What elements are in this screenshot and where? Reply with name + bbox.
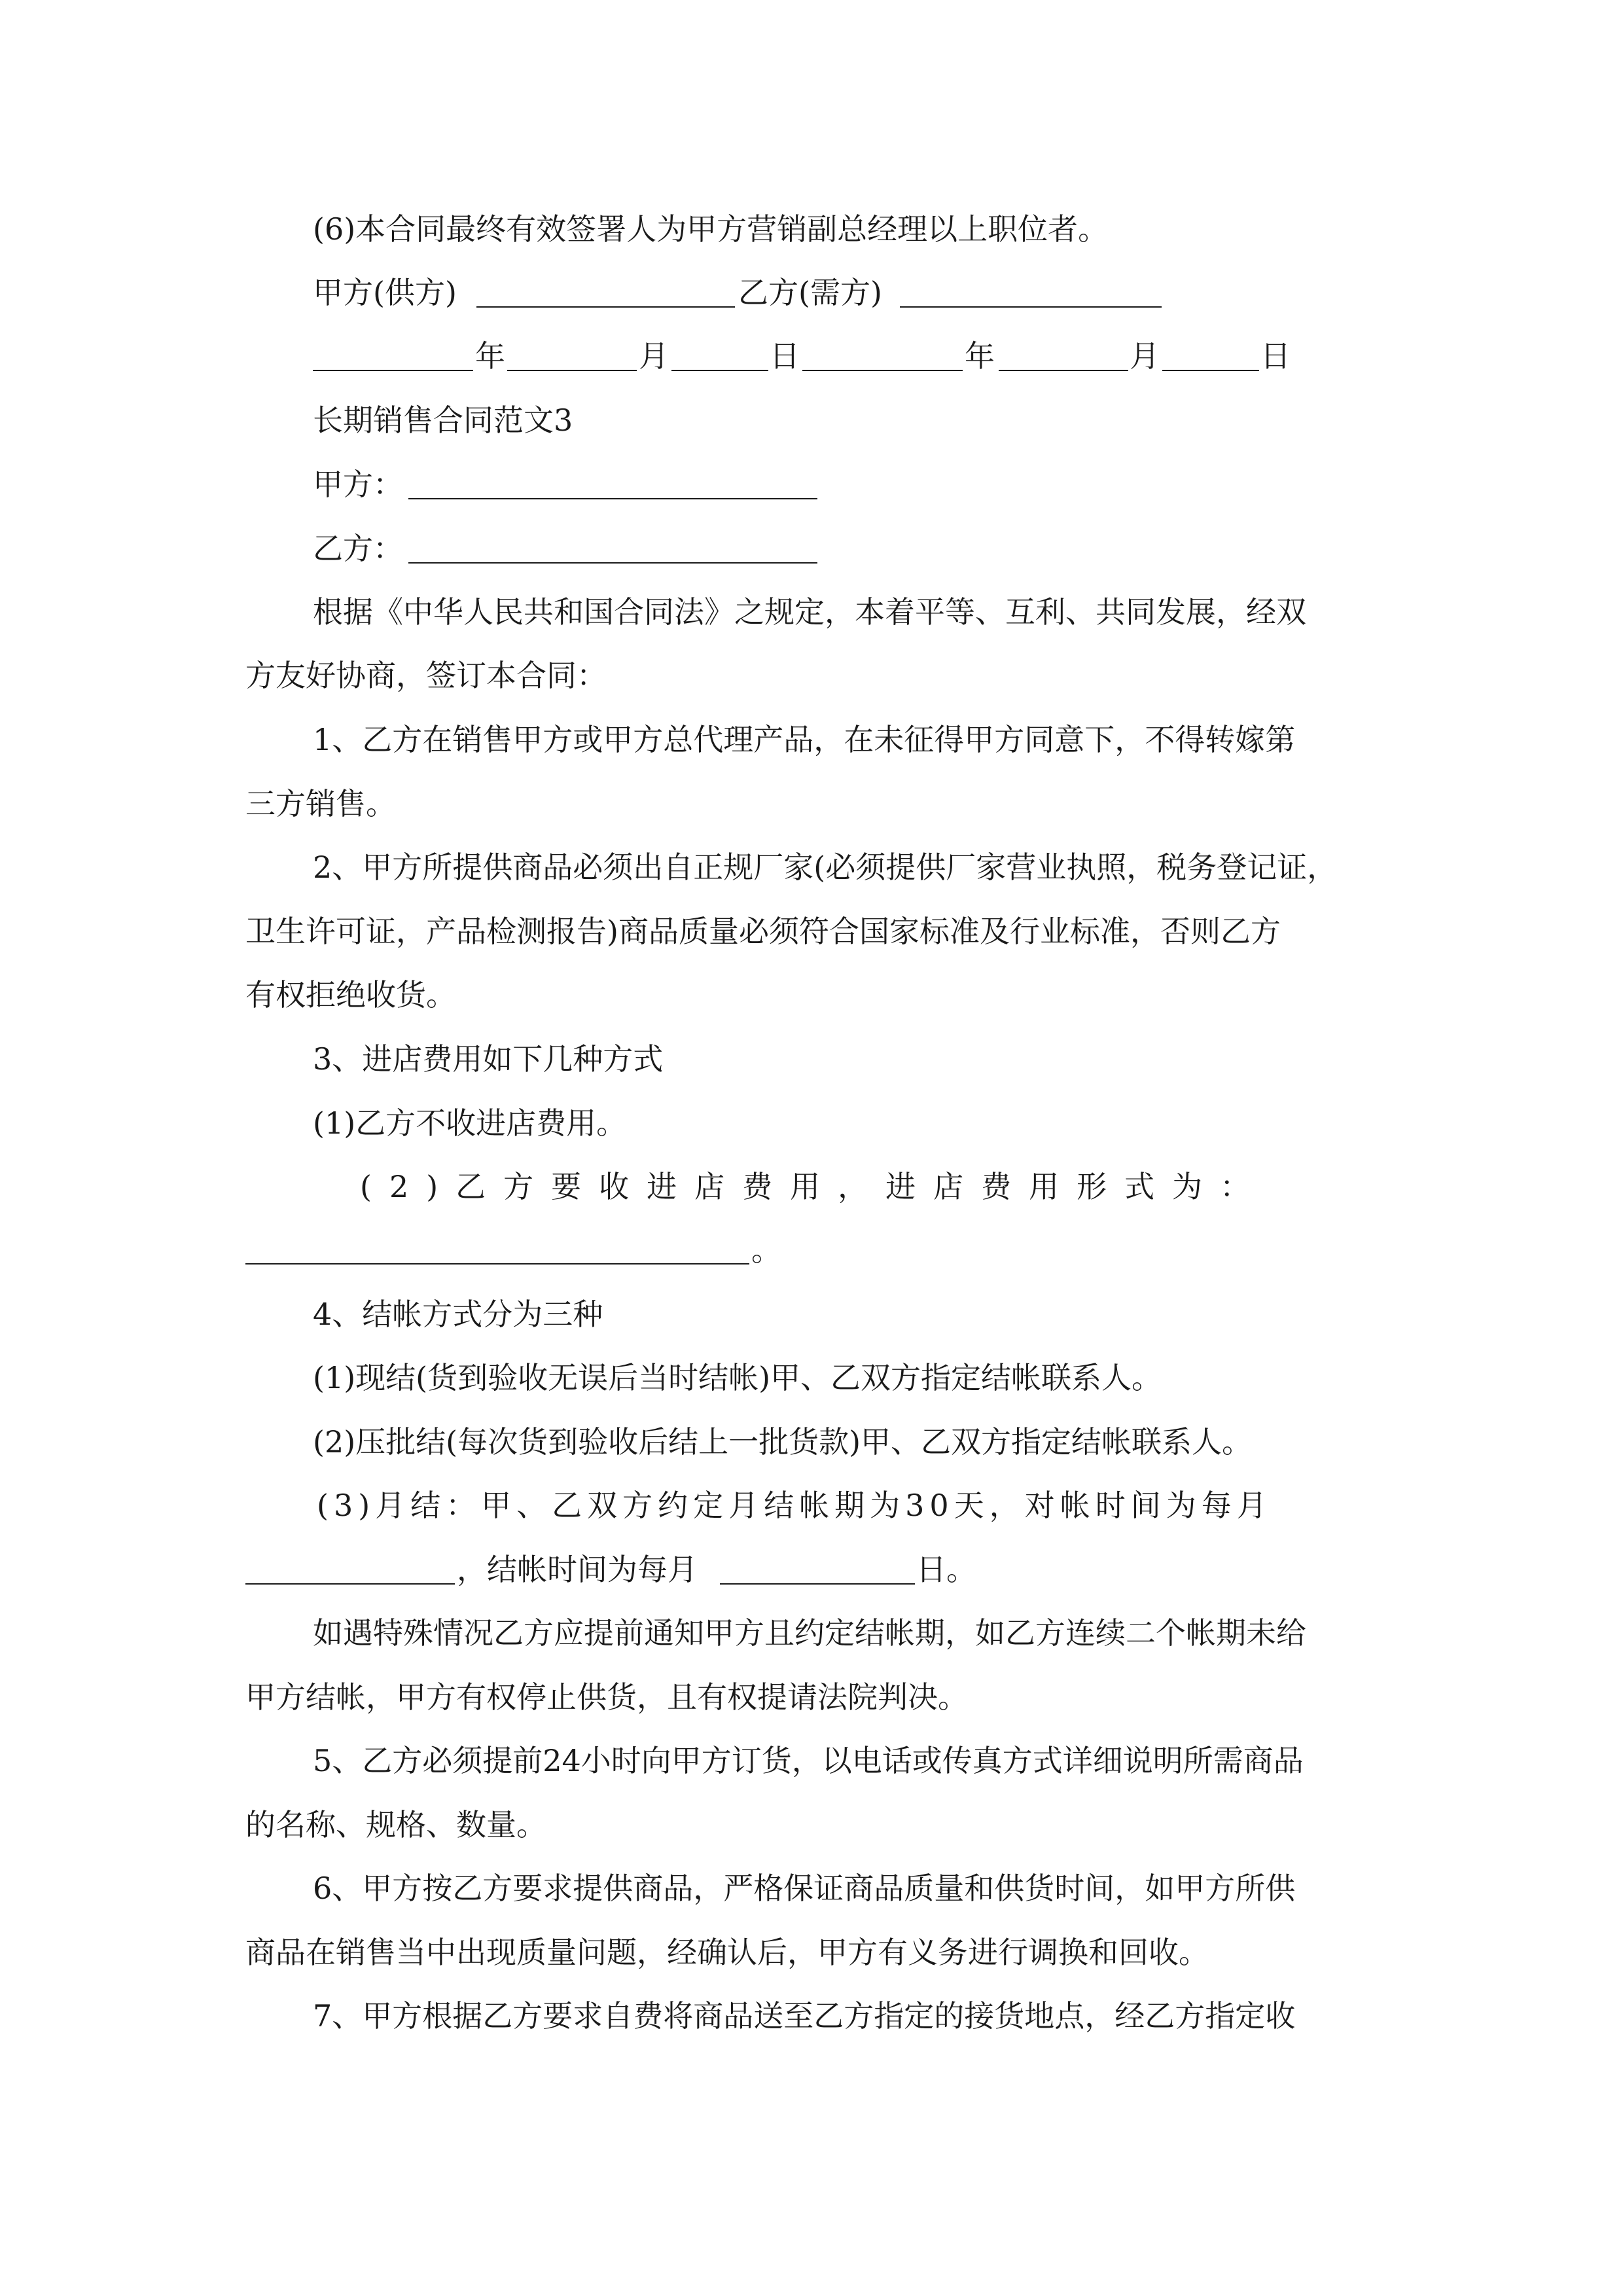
date-a-day-blank: [671, 370, 768, 371]
clause-5-line-2: 的名称、规格、数量。: [245, 1807, 546, 1842]
date-a-year: 年: [475, 338, 505, 374]
clause-4-settle-blank: [720, 1583, 915, 1585]
clause-5-line-1: 5、乙方必须提前24小时向甲方订货，以电话或传真方式详细说明所需商品: [313, 1743, 1304, 1778]
intro-line-1: 根据《中华人民共和国合同法》之规定，本着平等、互利、共同发展，经双: [313, 594, 1306, 630]
date-b-year: 年: [965, 338, 995, 374]
date-b-day: 日: [1260, 338, 1291, 374]
section-title: 长期销售合同范文3: [313, 403, 573, 438]
date-b-month: 月: [1130, 338, 1160, 374]
party-b-demand-blank: [900, 306, 1162, 308]
clause-7-line-1: 7、甲方根据乙方要求自费将商品送至乙方指定的接货地点，经乙方指定收: [313, 1998, 1296, 2034]
clause-3-item-1: (1)乙方不收进店费用。: [313, 1105, 627, 1141]
date-b-month-blank: [999, 370, 1128, 371]
date-a-month-blank: [507, 370, 637, 371]
date-a-day: 日: [770, 338, 800, 374]
special-line-1: 如遇特殊情况乙方应提前通知甲方且约定结帐期，如乙方连续二个帐期未给: [313, 1615, 1306, 1651]
clause-6b-line-1: 6、甲方按乙方要求提供商品，严格保证商品质量和供货时间，如甲方所供: [313, 1871, 1296, 1906]
party-b-label: 乙方：: [313, 531, 403, 566]
party-a-supply-blank: [476, 306, 735, 308]
clause-1-line-1: 1、乙方在销售甲方或甲方总代理产品，在未征得甲方同意下，不得转嫁第: [313, 722, 1296, 757]
clause-1-line-2: 三方销售。: [245, 786, 396, 821]
party-a-supply-label: 甲方(供方): [313, 275, 457, 310]
clause-3-heading: 3、进店费用如下几种方式: [313, 1041, 664, 1077]
clause-2-line-1: 2、甲方所提供商品必须出自正规厂家(必须提供厂家营业执照，税务登记证，: [313, 850, 1338, 885]
date-b-year-blank: [802, 370, 963, 371]
clause-3-item-2: (2)乙方要收进店费用，进店费用形式为：: [360, 1169, 1268, 1204]
clause-4-item-2: (2)压批结(每次货到验收后结上一批货款)甲、乙双方指定结帐联系人。: [313, 1424, 1253, 1460]
clause-2-line-3: 有权拒绝收货。: [245, 977, 456, 1013]
date-a-month: 月: [639, 338, 669, 374]
clause-6-text: (6)本合同最终有效签署人为甲方营销副总经理以上职位者。: [313, 211, 1109, 247]
clause-4-item-3-end: 日。: [916, 1552, 976, 1587]
date-a-year-blank: [313, 370, 473, 371]
clause-3-item-2-end: 。: [751, 1232, 781, 1268]
party-b-demand-label: 乙方(需方): [738, 275, 882, 310]
clause-4-item-3-mid: ，结帐时间为每月: [457, 1552, 698, 1587]
clause-4-item-3: (3)月结：甲、乙双方约定月结帐期为30天，对帐时间为每月: [317, 1488, 1272, 1523]
clause-3-item-2-blank: [245, 1263, 749, 1265]
clause-4-item-1: (1)现结(货到验收无误后当时结帐)甲、乙双方指定结帐联系人。: [313, 1360, 1162, 1395]
date-b-day-blank: [1162, 370, 1259, 371]
clause-6b-line-2: 商品在销售当中出现质量问题，经确认后，甲方有义务进行调换和回收。: [245, 1935, 1209, 1970]
special-line-2: 甲方结帐，甲方有权停止供货，且有权提请法院判决。: [245, 1679, 968, 1715]
clause-4-heading: 4、结帐方式分为三种: [313, 1297, 603, 1332]
intro-line-2: 方友好协商，签订本合同：: [245, 658, 607, 693]
clause-4-reconcile-blank: [245, 1583, 455, 1585]
clause-2-line-2: 卫生许可证，产品检测报告)商品质量必须符合国家标准及行业标准，否则乙方: [245, 914, 1281, 949]
party-a-label: 甲方：: [313, 467, 403, 502]
party-a-blank: [408, 498, 817, 499]
party-b-blank: [408, 562, 817, 564]
